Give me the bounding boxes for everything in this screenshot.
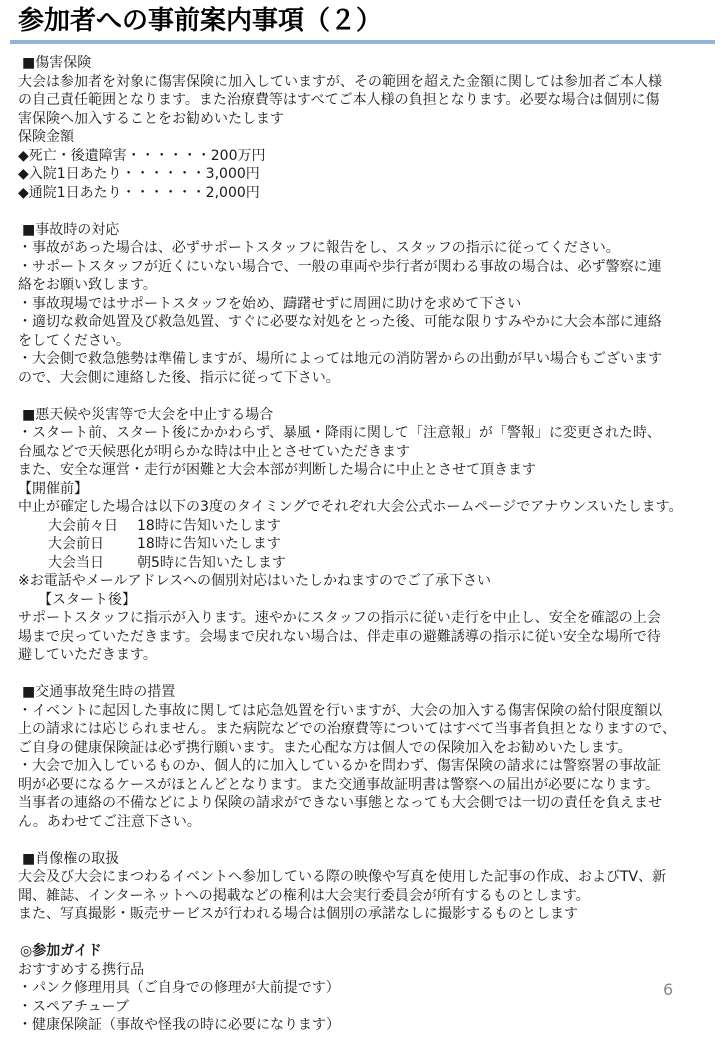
guide-heading: ◎参加ガイド: [20, 943, 102, 959]
guide-item: ・スペアチューブ: [18, 998, 129, 1015]
body-line: ん。あわせてご注意下さい。: [18, 813, 201, 830]
body-line: ・スタート前、スタート後にかかわらず、暴風・降雨に関して「注意報」が「警報」に変更された時、: [18, 425, 661, 441]
body-line: サポートスタッフに指示が入ります。速やかにスタッフの指示に従い走行を中止し、安全を確認の上会: [18, 610, 661, 626]
body-line: 明が必要になるケースがほとんどとなります。また交通事故証明書は警察への届出が必要になります。: [18, 776, 660, 793]
section-injury-insurance: [18, 54, 718, 202]
body-line: 絡をお願い致します。: [18, 277, 157, 293]
body-line: ・適切な救命処置及び救急処置、すぐに必要な対処をとった後、可能な限りすみやかに大会本部に連絡: [18, 314, 662, 330]
body-line: 害保険へ加入することをお勧めいたします: [18, 110, 284, 127]
body-line: ・事故現場ではサポートスタッフを始め、躊躇せずに周囲に助けを求めて下さい: [18, 295, 522, 312]
schedule-time: 18時に告知いたします: [137, 536, 281, 552]
schedule-day: 大会前日: [48, 536, 104, 552]
body-line: また、写真撮影・販売サービスが行われる場合は個別の承諾なしに撮影するものとします: [18, 906, 578, 922]
section-heading: ■事故時の対応: [22, 221, 120, 238]
schedule-row: [18, 535, 718, 554]
section-traffic-accident: [18, 683, 718, 831]
insurance-amount-item: ◆通院1日あたり・・・・・・2,000円: [18, 184, 260, 201]
section-participation-guide: [18, 942, 718, 1035]
document-body: [18, 54, 718, 1035]
page-title: 参加者への事前案内事項（２）: [18, 6, 383, 36]
body-line: ・事故があった場合は、必ずサポートスタッフに報告をし、スタッフの指示に従ってください。: [18, 240, 620, 256]
page-number: 6: [663, 980, 674, 999]
body-line: ・大会で加入しているものか、個人的に加入しているかを問わず、傷害保険の請求には警察署の事故証: [18, 758, 661, 774]
schedule-day: 大会前々日: [48, 517, 118, 534]
section-spacer: [18, 665, 718, 684]
guide-item: ・健康保険証（事故や怪我の時に必要になります）: [18, 1017, 340, 1033]
body-line: ・サポートスタッフが近くにいない場合で、一般の車両や歩行者が関わる事故の場合は、必ず警察に連: [18, 258, 662, 275]
insurance-amount-item: ◆入院1日あたり・・・・・・3,000円: [18, 166, 260, 182]
schedule-day: 大会当日: [48, 554, 104, 571]
body-line: 避していただきます。: [18, 647, 157, 663]
section-event-cancellation: [18, 406, 718, 665]
body-line: をしてください。: [18, 332, 130, 349]
body-line: 台風などで天候悪化が明らかな時は中止とさせていただきます: [18, 443, 410, 460]
insurance-amount-item: ◆死亡・後遺障害・・・・・・200万円: [18, 147, 266, 164]
section-heading: ■悪天候や災害等で大会を中止する場合: [22, 406, 274, 423]
body-line: ・大会側で救急態勢は準備しますが、場所によっては地元の消防署からの出動が早い場合もございます: [18, 351, 662, 367]
schedule-time: 朝5時に告知いたします: [137, 554, 286, 571]
body-line: 上の請求には応じられません。また病院などでの治療費等についてはすべて当事者負担となりますので、: [18, 721, 676, 737]
body-line: ・イベントに起因した事故に関しては応急処置を行いますが、大会の加入する傷害保険の給付限度額以: [18, 702, 662, 719]
before-event-label: 【開催前】: [18, 480, 88, 497]
body-line: の自己責任範囲となります。また治療費等はすべてご本人様の負担となります。必要な場合は個別に傷: [18, 92, 660, 108]
body-line: 場まで戻っていただきます。会場まで戻れない場合は、伴走車の避難誘導の指示に従い安全な場所で待: [18, 628, 661, 645]
section-spacer: [18, 387, 718, 406]
section-spacer: [18, 924, 718, 943]
schedule-row: [18, 554, 718, 573]
schedule-row: [18, 517, 718, 536]
guide-item: ・パンク修理用具（ご自身での修理が大前提です）: [18, 980, 340, 996]
after-start-label: 【スタート後】: [38, 591, 136, 608]
insurance-amount-label: 保険金額: [18, 129, 74, 145]
body-line: 大会は参加者を対象に傷害保険に加入していますが、その範囲を超えた金額に関しては参加者ご本人様: [18, 73, 662, 90]
notice-line: ※お電話やメールアドレスへの個別対応はいたしかねますのでご了承下さい: [18, 573, 492, 589]
schedule-time: 18時に告知いたします: [137, 517, 281, 534]
body-line: ご自身の健康保険証は必ず携行願います。また心配な方は個人での保険加入をお勧めいたします。: [18, 739, 632, 756]
body-line: ので、大会側に連絡した後、指示に従って下さい。: [18, 369, 340, 386]
section-spacer: [18, 831, 718, 850]
section-spacer: [18, 202, 718, 221]
body-line: 中止が確定した場合は以下の3度のタイミングでそれぞれ大会公式ホームページでアナウンスいたします。: [18, 499, 683, 515]
body-line: 聞、雑誌、インターネットへの掲載などの権利は大会実行委員会が所有するものとします。: [18, 887, 590, 904]
section-heading: ■肖像権の取扱: [22, 850, 120, 867]
guide-subheading: おすすめする携行品: [18, 961, 145, 978]
section-heading: ■傷害保険: [22, 55, 92, 71]
title-underline: [10, 40, 715, 44]
body-line: また、安全な運営・走行が困難と大会本部が判断した場合に中止とさせて頂きます: [18, 462, 536, 478]
section-heading: ■交通事故発生時の措置: [22, 684, 176, 700]
body-line: 当事者の連絡の不備などにより保険の請求ができない事態となっても大会側では一切の責任を負えませ: [18, 795, 662, 811]
body-line: 大会及び大会にまつわるイベントへ参加している際の映像や写真を使用した記事の作成、およびTV、新: [18, 869, 667, 885]
section-portrait-rights: [18, 850, 718, 924]
section-accident-response: [18, 221, 718, 388]
